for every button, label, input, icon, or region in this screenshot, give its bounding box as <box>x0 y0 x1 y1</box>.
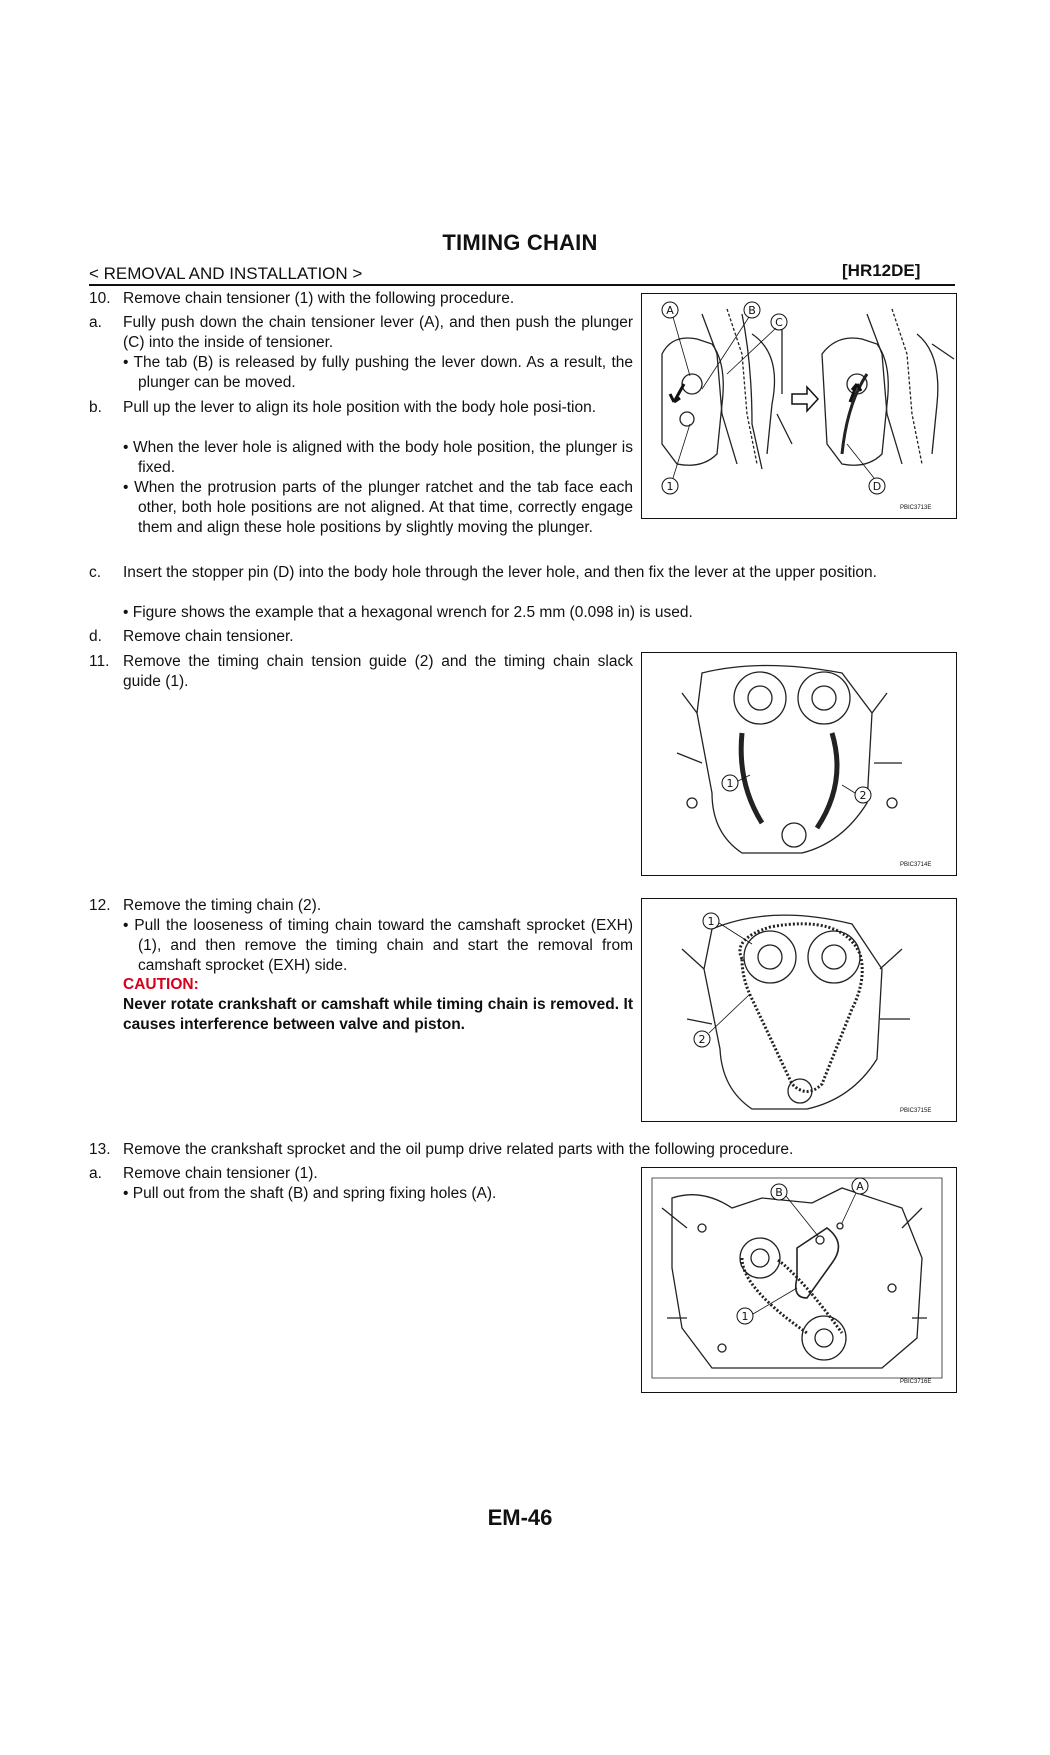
figure-chain-guides <box>641 652 957 876</box>
bullet-item <box>123 478 633 538</box>
caution-text: Never rotate crankshaft or camshaft while timing chain is removed. It causes interference between valve and piston. <box>123 996 633 1033</box>
substep-text: Pull up the lever to align its hole position with the body hole posi-tion. <box>123 399 597 416</box>
callout-label: A <box>666 304 674 317</box>
oil-pump-illustration <box>642 1168 956 1392</box>
figure-timing-chain <box>641 898 957 1122</box>
substep-text: Remove chain tensioner. <box>123 628 294 645</box>
figure-code: PBIC3716E <box>900 1379 932 1385</box>
bullet-item <box>123 1184 633 1204</box>
timing-chain-illustration <box>642 899 956 1121</box>
figure-code: PBIC3714E <box>900 862 932 868</box>
callout-label: 2 <box>859 789 867 802</box>
substep-text: Fully push down the chain tensioner lever (A), and then push the plunger (C) into the inside of tensioner. <box>123 314 633 351</box>
bullet-text: • Pull out from the shaft (B) and spring fixing holes (A). <box>123 1185 496 1202</box>
figure-code: PBIC3715E <box>900 1108 932 1114</box>
substep-letter: a. <box>89 314 102 331</box>
substep-letter: b. <box>89 399 102 416</box>
callout-label: 1 <box>707 915 715 928</box>
bullet-text: • The tab (B) is released by fully pushing the lever down. As a result, the plunger can be moved. <box>123 354 633 391</box>
callout-label: B <box>775 1186 783 1199</box>
header-divider <box>89 284 955 286</box>
substep-letter: c. <box>89 564 102 581</box>
callout-label: C <box>775 316 783 329</box>
step-text: Remove chain tensioner (1) with the following procedure. <box>123 290 515 307</box>
bullet-text: • When the protrusion parts of the plunger ratchet and the tab face each other, both hole positions are not aligned. At that time, correctly engage them and align these hole positions by slightly moving the plunger. <box>123 479 633 536</box>
page-title: TIMING CHAIN <box>442 230 598 255</box>
step-number: 11. <box>89 653 110 670</box>
caution-label: CAUTION: <box>123 976 199 993</box>
step-number: 10. <box>89 290 111 307</box>
callout-label: D <box>872 480 882 493</box>
callout-label: 1 <box>726 777 734 790</box>
callout-label: 2 <box>698 1033 706 1046</box>
bullet-text: • Figure shows the example that a hexagonal wrench for 2.5 mm (0.098 in) is used. <box>123 604 693 621</box>
bullet-text: • Pull the looseness of timing chain toward the camshaft sprocket (EXH) (1), and then remove the timing chain and start the removal from camshaft sprocket (EXH) side. <box>123 917 633 974</box>
bullet-item <box>123 353 633 393</box>
step-text: Remove the timing chain tension guide (2) and the timing chain slack guide (1). <box>123 653 633 690</box>
bullet-item <box>123 438 633 478</box>
substep-letter: a. <box>89 1165 102 1182</box>
guides-illustration <box>642 653 956 875</box>
substep-text: Insert the stopper pin (D) into the body hole through the lever hole, and then fix the lever at the upper position. <box>123 564 877 581</box>
step-number: 13. <box>89 1141 111 1158</box>
figure-code: PBIC3713E <box>900 505 932 511</box>
step-text: Remove the crankshaft sprocket and the oil pump drive related parts with the following procedure. <box>123 1141 794 1158</box>
tensioner-illustration <box>642 294 956 518</box>
callout-label: 1 <box>666 480 674 493</box>
step-text: Remove the timing chain (2). <box>123 897 322 914</box>
engine-code: [HR12DE] <box>842 261 921 280</box>
section-header: < REMOVAL AND INSTALLATION > <box>89 264 363 283</box>
figure-oil-pump-tensioner <box>641 1167 957 1393</box>
page-number: EM-46 <box>487 1505 553 1530</box>
bullet-text: • When the lever hole is aligned with the body hole position, the plunger is fixed. <box>123 439 633 476</box>
step-number: 12. <box>89 897 111 914</box>
callout-label: A <box>856 1180 864 1193</box>
substep-text: Remove chain tensioner (1). <box>123 1165 318 1182</box>
callout-label: B <box>748 304 756 317</box>
bullet-item <box>123 916 633 976</box>
substep-letter: d. <box>89 628 102 645</box>
figure-chain-tensioner-lever <box>641 293 957 519</box>
callout-label: 1 <box>741 1310 749 1323</box>
bullet-item <box>123 603 955 623</box>
